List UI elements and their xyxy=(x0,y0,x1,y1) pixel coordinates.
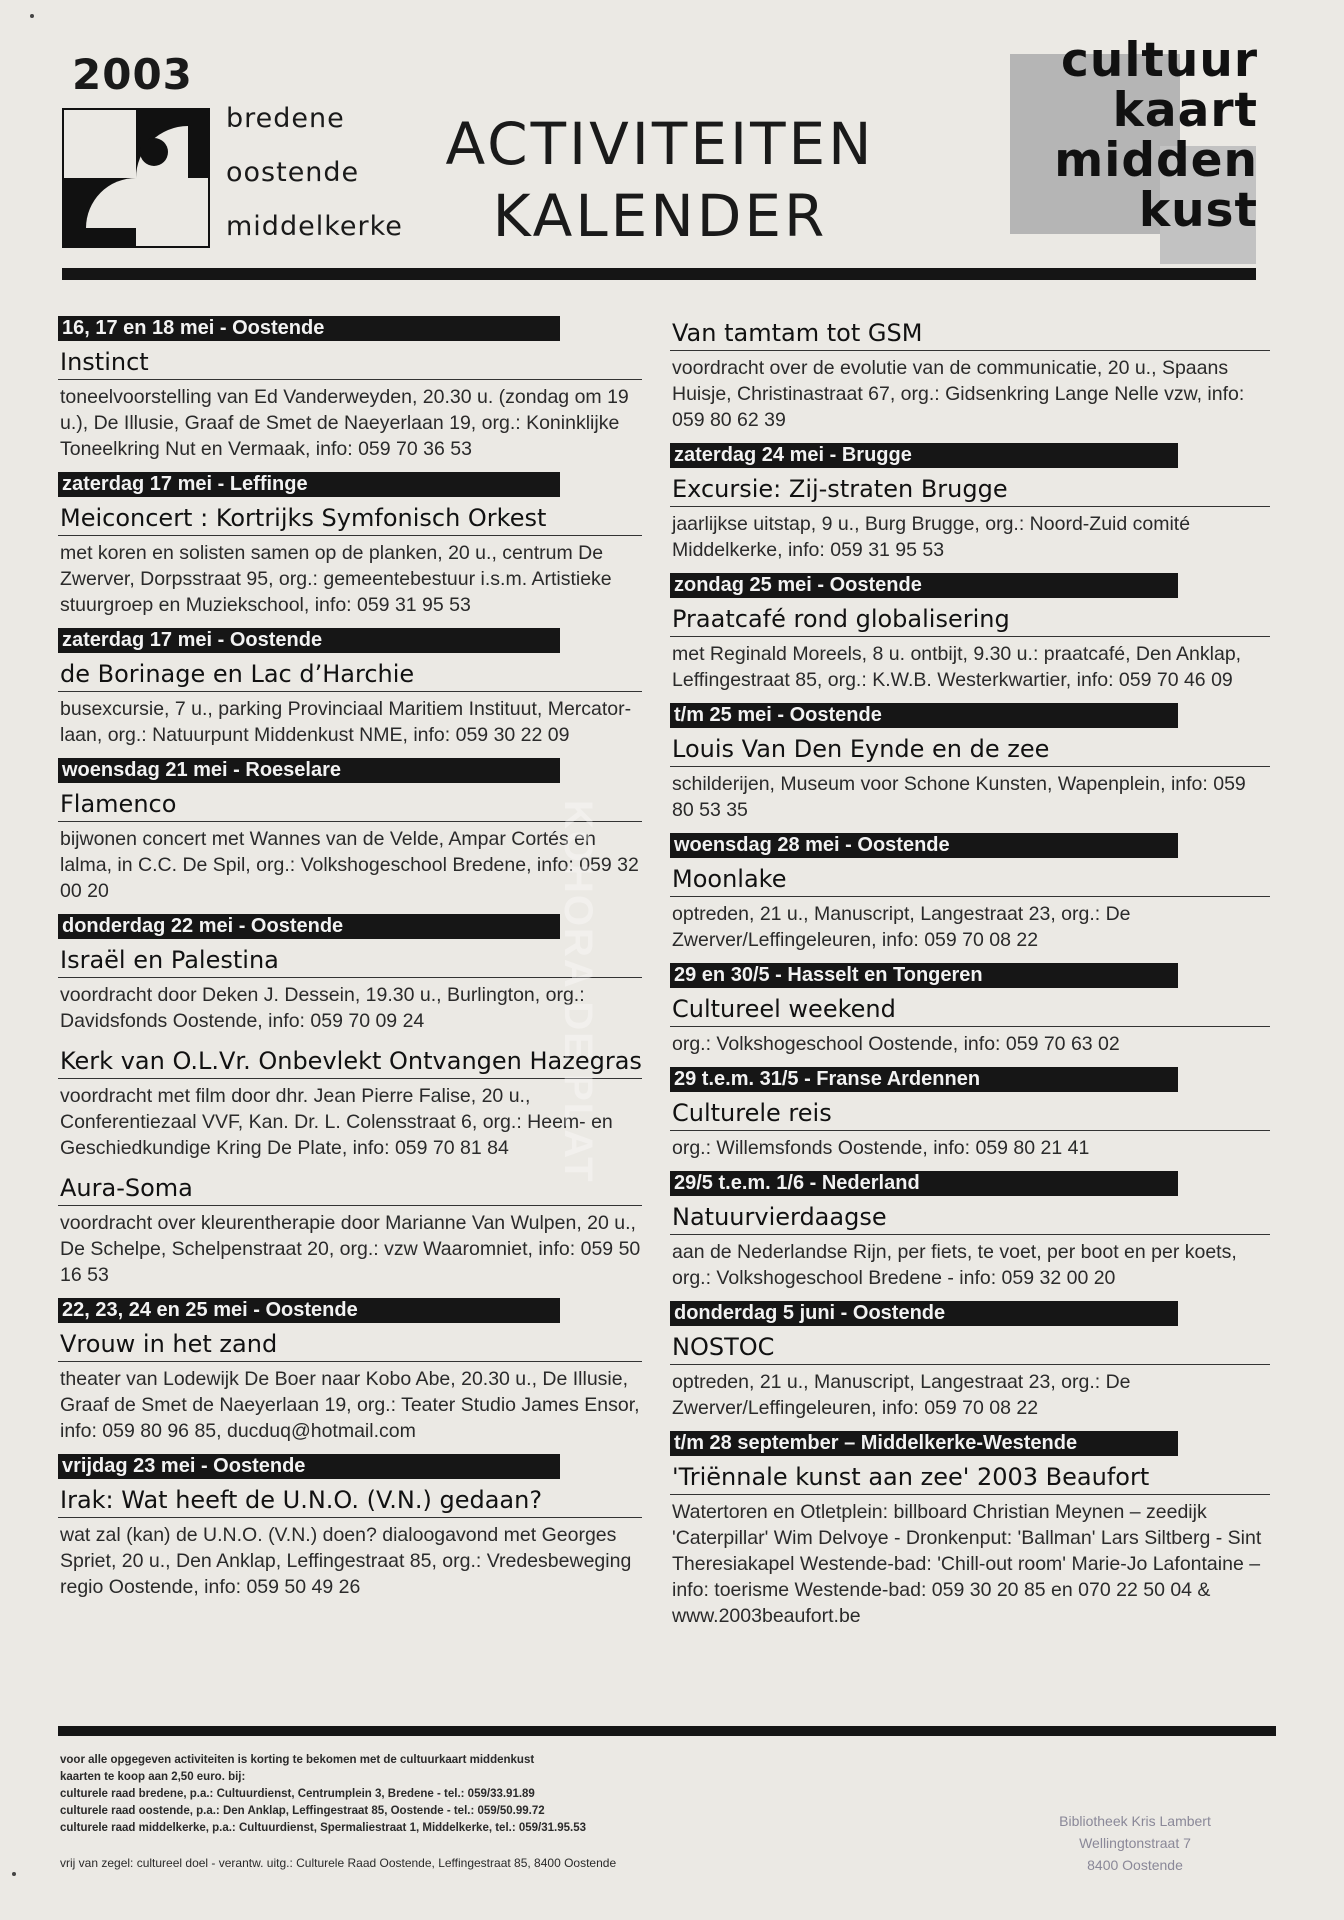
place-bredene: bredene xyxy=(226,103,345,134)
event-title: NOSTOC xyxy=(670,1326,1270,1365)
ck-line-cultuur: cultuur xyxy=(1061,33,1258,88)
event-title: Moonlake xyxy=(670,858,1270,897)
stamp-line-2: Wellingtonstraat 7 xyxy=(1079,1835,1191,1851)
place-oostende: oostende xyxy=(226,157,360,188)
event xyxy=(58,1167,642,1288)
event-title: Vrouw in het zand xyxy=(58,1323,642,1362)
event-description: theater van Lodewijk De Boer naar Kobo Abe, 20.30 u., De Illusie, Graaf de Smet de Naeyerlaan 19, org.: Teater Studio James Ensor, info: 059 80 96 85, ducduq@hotmail.com xyxy=(60,1368,640,1442)
ck-line-midden: midden xyxy=(1054,133,1258,188)
event-title: Kerk van O.L.Vr. Onbevlekt Ontvangen Hazegras xyxy=(58,1040,642,1079)
event-date-band: 22, 23, 24 en 25 mei - Oostende xyxy=(58,1298,560,1323)
event xyxy=(670,1427,1270,1629)
title-line-1: ACTIVITEITEN xyxy=(445,110,875,178)
municipalities xyxy=(226,92,403,254)
event xyxy=(670,959,1270,1057)
event-title: Van tamtam tot GSM xyxy=(670,312,1270,351)
event-description: voordracht over kleurentherapie door Marianne Van Wulpen, 20 u., De Schelpe, Schelpenstraat 20, org.: vzw Waaromniet, info: 059 50 16 53 xyxy=(60,1212,641,1286)
footer-address-bredene: culturele raad bredene, p.a.: Cultuurdienst, Centrumplein 3, Bredene - tel.: 059/33.91.89 xyxy=(60,1788,535,1800)
event-date-band: t/m 25 mei - Oostende xyxy=(670,703,1178,728)
event-title: Israël en Palestina xyxy=(58,939,642,978)
year: 2003 xyxy=(72,50,193,99)
print-speck xyxy=(12,1872,16,1876)
event-date-band: woensdag 28 mei - Oostende xyxy=(670,833,1178,858)
event-description: met koren en solisten samen op de planken, 20 u., centrum De Zwerver, Dorpsstraat 95, org.: gemeentebestuur i.s.m. Artistieke stuurgroep en Muziekschool, info: 059 31 95 53 xyxy=(60,542,612,616)
event-date-band: donderdag 5 juni - Oostende xyxy=(670,1301,1178,1326)
place-middelkerke: middelkerke xyxy=(226,211,403,242)
event xyxy=(58,1294,642,1444)
event-title: Culturele reis xyxy=(670,1092,1270,1131)
event-title: Louis Van Den Eynde en de zee xyxy=(670,728,1270,767)
stamp-line-1: Bibliotheek Kris Lambert xyxy=(1059,1813,1211,1829)
event xyxy=(670,829,1270,953)
title-line-2: KALENDER xyxy=(492,182,828,250)
event xyxy=(58,1450,642,1600)
footer-address-middelkerke: culturele raad middelkerke, p.a.: Cultuurdienst, Spermaliestraat 1, Middelkerke, tel.: 059/31.95.53 xyxy=(60,1822,587,1834)
event-title: de Borinage en Lac d’Harchie xyxy=(58,653,642,692)
event-date-band: 16, 17 en 18 mei - Oostende xyxy=(58,316,560,341)
event-description: met Reginald Moreels, 8 u. ontbijt, 9.30 u.: praatcafé, Den Anklap, Leffingestraat 85, org.: K.W.B. Westerkwartier, info: 059 70 46 09 xyxy=(672,643,1242,691)
event-description: aan de Nederlandse Rijn, per fiets, te voet, per boot en per koets, org.: Volkshogeschool Bredene - info: 059 32 00 20 xyxy=(672,1241,1237,1289)
event-title: Instinct xyxy=(58,341,642,380)
event-title: Natuurvierdaagse xyxy=(670,1196,1270,1235)
event-description: jaarlijkse uitstap, 9 u., Burg Brugge, org.: Noord-Zuid comité Middelkerke, info: 059 31 95 53 xyxy=(672,513,1191,561)
event-date-band: zondag 25 mei - Oostende xyxy=(670,573,1178,598)
event xyxy=(670,1063,1270,1161)
event xyxy=(670,439,1270,563)
event xyxy=(670,1297,1270,1421)
footer-price-note: kaarten te koop aan 2,50 euro. bij: xyxy=(60,1771,246,1783)
right-column xyxy=(670,312,1270,1635)
event xyxy=(670,312,1270,433)
watermark: KOHORA DE PLAT xyxy=(556,800,600,1184)
event-description: org.: Willemsfonds Oostende, info: 059 80 21 41 xyxy=(672,1137,1090,1159)
footer-divider xyxy=(58,1726,1276,1736)
event xyxy=(58,468,642,618)
event-date-band: zaterdag 17 mei - Oostende xyxy=(58,628,560,653)
event-date-band: zaterdag 17 mei - Leffinge xyxy=(58,472,560,497)
event-title: Meiconcert : Kortrijks Symfonisch Orkest xyxy=(58,497,642,536)
event-description: bijwonen concert met Wannes van de Velde, Ampar Cortés en lalma, in C.C. De Spil, org.: Volkshogeschool Bredene, info: 059 32 00 20 xyxy=(60,828,639,902)
event-date-band: zaterdag 24 mei - Brugge xyxy=(670,443,1178,468)
event-date-band: woensdag 21 mei - Roeselare xyxy=(58,758,560,783)
event-title: Flamenco xyxy=(58,783,642,822)
event-date-band: vrijdag 23 mei - Oostende xyxy=(58,1454,560,1479)
ck-line-kust: kust xyxy=(1138,183,1258,238)
header-divider xyxy=(62,268,1256,280)
event-description: voordracht met film door dhr. Jean Pierre Falise, 20 u., Conferentiezaal VVF, Kan. Dr. L. Colensstraat 6, org.: Heem- en Geschiedkundige Kring De Plate, info: 059 70 81 84 xyxy=(60,1085,613,1159)
event xyxy=(670,1167,1270,1291)
event xyxy=(670,699,1270,823)
footer-discount-note: voor alle opgegeven activiteiten is korting te bekomen met de cultuurkaart middenkust xyxy=(60,1754,535,1766)
event-description: busexcursie, 7 u., parking Provinciaal Maritiem Instituut, Mercator-laan, org.: Natuurpunt Middenkust NME, info: 059 30 22 09 xyxy=(60,698,632,746)
event-description: schilderijen, Museum voor Schone Kunsten, Wapenplein, info: 059 80 53 35 xyxy=(672,773,1246,821)
event-title: 'Triënnale kunst aan zee' 2003 Beaufort xyxy=(670,1456,1270,1495)
ck-line-kaart: kaart xyxy=(1112,83,1258,138)
event-description: org.: Volkshogeschool Oostende, info: 059 70 63 02 xyxy=(672,1033,1120,1055)
event-description: toneelvoorstelling van Ed Vanderweyden, 20.30 u. (zondag om 19 u.), De Illusie, Graaf de Smet de Naeyerlaan 19, org.: Koninklijke Toneelkring Nut en Vermaak, info: 059 70 36 53 xyxy=(60,386,629,460)
page-title xyxy=(400,108,920,252)
footer-publisher: vrij van zegel: cultureel doel - verantw. uitg.: Culturele Raad Oostende, Leffingestraat 85, 8400 Oostende xyxy=(60,1856,617,1870)
event-title: Aura-Soma xyxy=(58,1167,642,1206)
bredene-oostende-middelkerke-logo xyxy=(62,108,210,248)
event-description: optreden, 21 u., Manuscript, Langestraat 23, org.: De Zwerver/Leffingeleuren, info: 059 70 08 22 xyxy=(672,903,1131,951)
stamp-line-3: 8400 Oostende xyxy=(1087,1857,1183,1873)
event-date-band: donderdag 22 mei - Oostende xyxy=(58,914,560,939)
cultuurkaart-logo xyxy=(1010,33,1258,264)
event xyxy=(58,624,642,748)
event xyxy=(670,569,1270,693)
event-title: Praatcafé rond globalisering xyxy=(670,598,1270,637)
event-date-band: 29 t.e.m. 31/5 - Franse Ardennen xyxy=(670,1067,1178,1092)
event-title: Cultureel weekend xyxy=(670,988,1270,1027)
footer-address-oostende: culturele raad oostende, p.a.: Den Anklap, Leffingestraat 85, Oostende - tel.: 059/50.99.72 xyxy=(60,1805,545,1817)
event-date-band: t/m 28 september – Middelkerke-Westende xyxy=(670,1431,1178,1456)
event-description: voordracht over de evolutie van de communicatie, 20 u., Spaans Huisje, Christinastraat 67, org.: Gidsenkring Lange Nelle vzw, info: 059 80 62 39 xyxy=(672,357,1245,431)
footer xyxy=(60,1752,860,1872)
event-date-band: 29 en 30/5 - Hasselt en Tongeren xyxy=(670,963,1178,988)
event-description: optreden, 21 u., Manuscript, Langestraat 23, org.: De Zwerver/Leffingeleuren, info: 059 70 08 22 xyxy=(672,1371,1131,1419)
event-description: Watertoren en Otletplein: billboard Christian Meynen – zeedijk 'Caterpillar' Wim Delvoye - Dronkenput: 'Ballman' Lars Siltberg - Sint Theresiakapel Westende-bad: 'Chill-out room' Marie-Jo Lafontaine – info: toerisme Westende-bad: 059 30 20 85 en 070 22 50 04 & www.2003beaufort.be xyxy=(672,1501,1262,1627)
print-speck xyxy=(30,14,34,18)
event-description: voordracht door Deken J. Dessein, 19.30 u., Burlington, org.: Davidsfonds Oostende, info: 059 70 09 24 xyxy=(60,984,585,1032)
library-stamp xyxy=(1050,1810,1220,1876)
event-title: Irak: Wat heeft de U.N.O. (V.N.) gedaan? xyxy=(58,1479,642,1518)
event-date-band: 29/5 t.e.m. 1/6 - Nederland xyxy=(670,1171,1178,1196)
event-title: Excursie: Zij-straten Brugge xyxy=(670,468,1270,507)
event xyxy=(58,312,642,462)
event-description: wat zal (kan) de U.N.O. (V.N.) doen? dialoogavond met Georges Spriet, 20 u., Den Anklap, Leffingestraat 85, org.: Vredesbeweging regio Oostende, info: 059 50 49 26 xyxy=(60,1524,632,1598)
